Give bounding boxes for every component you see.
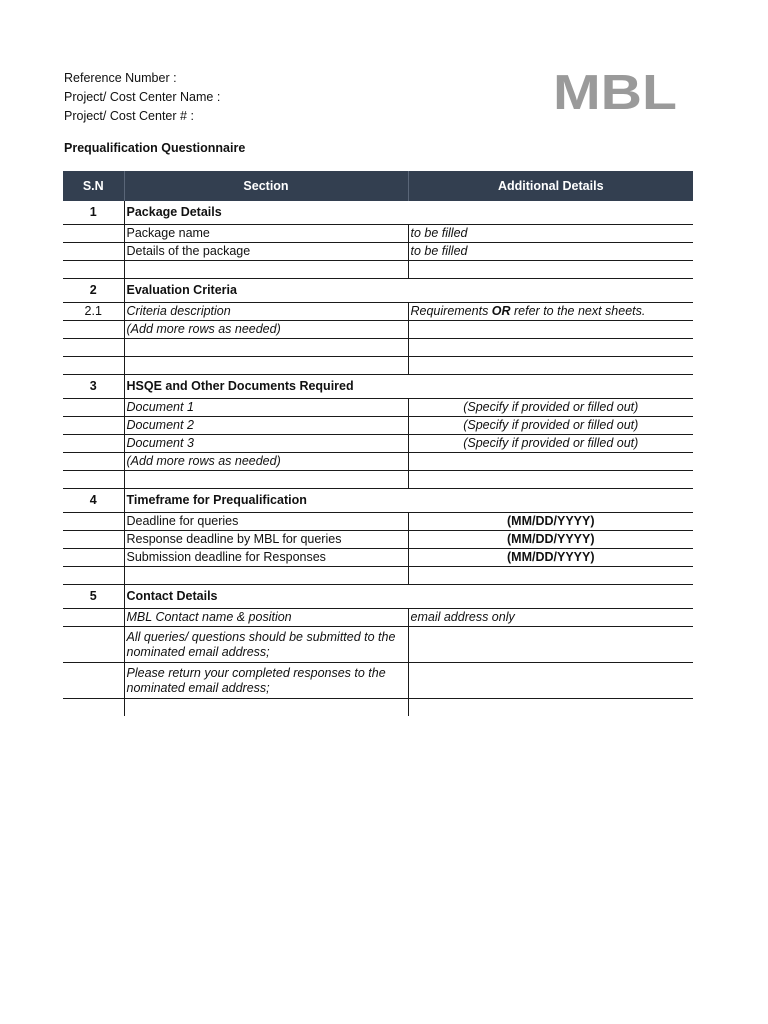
mbl-logo-text: MBL [553,68,677,114]
table-row-empty [63,357,693,375]
row-section: Criteria description [124,303,408,321]
table-row-empty [63,471,693,489]
row-details-field[interactable]: to be filled [408,225,693,243]
table-row [63,303,693,321]
section-number: 5 [63,585,124,609]
row-details-field[interactable] [408,663,693,699]
row-number [63,357,124,375]
row-section: (Add more rows as needed) [124,453,408,471]
row-number [63,261,124,279]
row-date-field[interactable]: (MM/DD/YYYY) [408,531,693,549]
section-row-contact-details [63,585,693,609]
mbl-logo [553,68,679,114]
table-row [63,399,693,417]
row-section: MBL Contact name & position [124,609,408,627]
column-header-details: Additional Details [408,171,693,201]
table-row [63,663,693,699]
row-section[interactable] [124,357,408,375]
details-text: Requirements [410,304,492,318]
row-number [63,321,124,339]
row-section: Document 2 [124,417,408,435]
row-date-field[interactable]: (MM/DD/YYYY) [408,513,693,531]
row-number [63,513,124,531]
table-row-empty [63,261,693,279]
section-row-package-details [63,201,693,225]
row-details-field[interactable] [408,339,693,357]
table-row [63,321,693,339]
table-row [63,417,693,435]
table-row [63,627,693,663]
row-number [63,399,124,417]
section-row-hsqe-documents [63,375,693,399]
row-section: Document 3 [124,435,408,453]
row-number [63,567,124,585]
section-number: 2 [63,279,124,303]
section-title: Timeframe for Prequalification [124,489,693,513]
row-number [63,609,124,627]
column-header-section: Section [124,171,408,201]
row-section: Document 1 [124,399,408,417]
reference-number-label: Reference Number : [64,71,177,85]
table-row-empty [63,567,693,585]
table-row [63,243,693,261]
section-number: 1 [63,201,124,225]
row-details-field[interactable] [408,453,693,471]
row-section: (Add more rows as needed) [124,321,408,339]
row-section: Details of the package [124,243,408,261]
row-section[interactable] [124,471,408,489]
table-row [63,513,693,531]
row-details-field[interactable] [408,567,693,585]
row-number [63,627,124,663]
row-section: Package name [124,225,408,243]
section-title: HSQE and Other Documents Required [124,375,693,399]
section-number: 3 [63,375,124,399]
row-date-field[interactable]: (MM/DD/YYYY) [408,549,693,567]
row-number [63,531,124,549]
column-header-sn: S.N [63,171,124,201]
section-title: Package Details [124,201,693,225]
project-name-label: Project/ Cost Center Name : [64,90,221,104]
row-section[interactable] [124,261,408,279]
section-row-timeframe [63,489,693,513]
row-section[interactable] [124,567,408,585]
row-section: Please return your completed responses to the nominated email address; [124,663,408,699]
table-row [63,453,693,471]
page-title: Prequalification Questionnaire [64,141,246,155]
row-details-field[interactable]: (Specify if provided or filled out) [408,399,693,417]
row-number: 2.1 [63,303,124,321]
row-details-field[interactable] [408,699,693,717]
row-section: Submission deadline for Responses [124,549,408,567]
document-meta [64,69,220,126]
row-section: Deadline for queries [124,513,408,531]
row-number [63,339,124,357]
row-number [63,699,124,717]
table-row-empty [63,699,693,717]
row-details-field[interactable] [408,261,693,279]
table-row [63,225,693,243]
row-details-field[interactable]: email address only [408,609,693,627]
row-details-field[interactable] [408,627,693,663]
row-number [63,417,124,435]
table-row-empty [63,339,693,357]
row-number [63,471,124,489]
table-row [63,531,693,549]
row-section: All queries/ questions should be submitted to the nominated email address; [124,627,408,663]
row-details-field[interactable] [408,471,693,489]
table-row [63,549,693,567]
section-title: Contact Details [124,585,693,609]
table-row [63,609,693,627]
row-number [63,549,124,567]
row-details-field[interactable]: (Specify if provided or filled out) [408,417,693,435]
details-emphasis: OR [491,304,511,318]
row-number [63,225,124,243]
row-number [63,243,124,261]
project-number-label: Project/ Cost Center # : [64,109,194,123]
details-text: refer to the next sheets. [510,304,646,318]
questionnaire-table [63,171,693,716]
row-section: Response deadline by MBL for queries [124,531,408,549]
row-details-field[interactable]: to be filled [408,243,693,261]
table-row [63,435,693,453]
row-details-field[interactable] [408,357,693,375]
section-title: Evaluation Criteria [124,279,693,303]
section-number: 4 [63,489,124,513]
row-section[interactable] [124,339,408,357]
row-details-field[interactable]: (Specify if provided or filled out) [408,435,693,453]
section-row-evaluation-criteria [63,279,693,303]
table-header-row [63,171,693,201]
row-number [63,663,124,699]
row-details-field[interactable] [408,303,693,321]
row-section[interactable] [124,699,408,717]
row-number [63,435,124,453]
row-number [63,453,124,471]
row-details-field[interactable] [408,321,693,339]
